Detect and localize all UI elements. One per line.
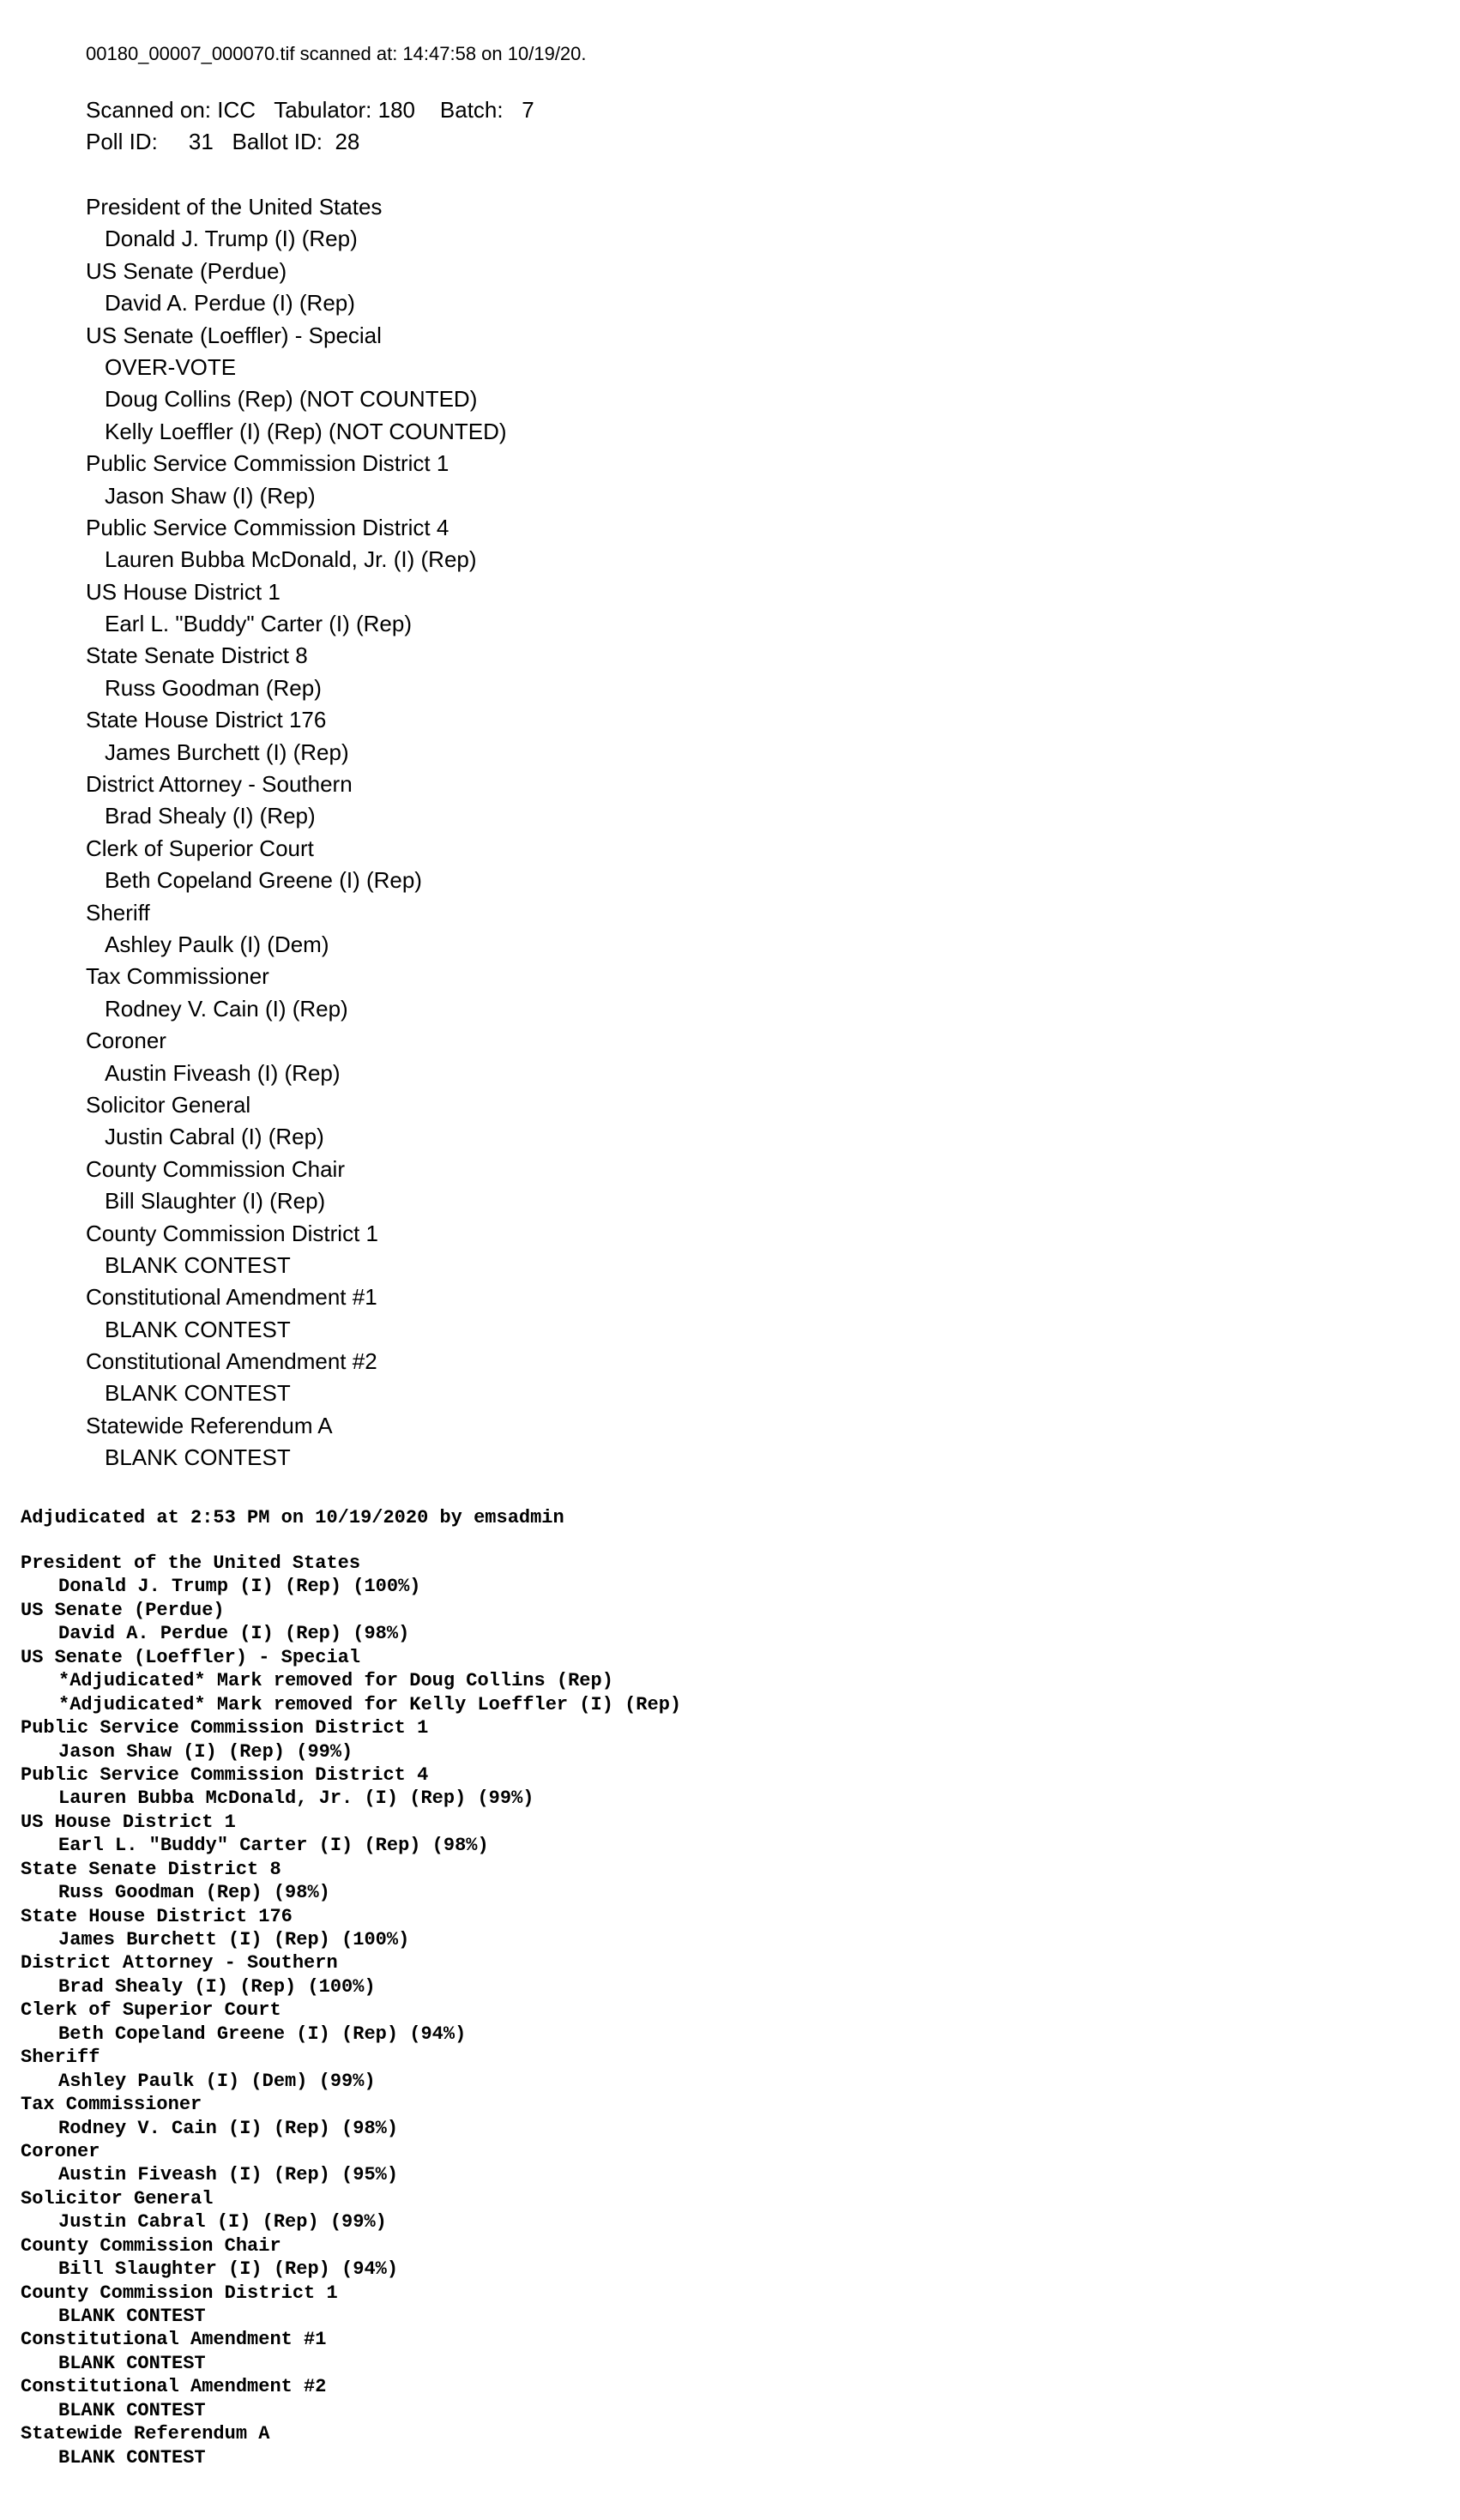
contest-title: US Senate (Loeffler) - Special [21,1646,361,1668]
contest-title: President of the United States [21,1552,361,1574]
contest-choice: Earl L. "Buddy" Carter (I) (Rep) [105,611,413,637]
contest-title: Solicitor General [21,2187,214,2210]
contest-choice: Bill Slaughter (I) (Rep) [105,1188,326,1215]
contest-choice: BLANK CONTEST [58,2399,206,2421]
contest-title: Statewide Referendum A [86,1412,333,1438]
contest-title: Public Service Commission District 4 [21,1763,429,1786]
contest-title: Public Service Commission District 4 [86,514,449,540]
contest-title: Statewide Referendum A [21,2423,270,2445]
contest-choice: Donald J. Trump (I) (Rep) (100%) [58,1576,421,1598]
contest-title: District Attorney - Southern [21,1952,338,1974]
contest-choice: Bill Slaughter (I) (Rep) (94%) [58,2258,399,2281]
contest-title: Constitutional Amendment #1 [86,1284,377,1311]
contest-title: US House District 1 [21,1811,236,1833]
contest-title: US Senate (Loeffler) - Special [86,322,382,348]
contest-title: US House District 1 [86,578,281,605]
contest-choice: James Burchett (I) (Rep) [105,739,349,765]
contest-choice: Ashley Paulk (I) (Dem) [105,931,329,957]
contest-title: State House District 176 [21,1905,293,1927]
contest-title: Tax Commissioner [21,2094,202,2116]
contest-choice: Beth Copeland Greene (I) (Rep) (94%) [58,2023,467,2045]
contest-choice: Rodney V. Cain (I) (Rep) [105,995,348,1022]
contest-title: Clerk of Superior Court [21,1999,281,2022]
contest-choice: BLANK CONTEST [105,1251,291,1278]
contest-choice: Austin Fiveash (I) (Rep) (95%) [58,2164,399,2186]
contest-choice: David A. Perdue (I) (Rep) (98%) [58,1623,410,1645]
contest-title: Public Service Commission District 1 [86,450,449,477]
contest-choice: BLANK CONTEST [58,2306,206,2327]
contest-choice: BLANK CONTEST [105,1380,291,1407]
contest-choice: *Adjudicated* Mark removed for Doug Collins (Rep) [58,1670,613,1692]
contest-title: Solicitor General [86,1091,251,1118]
contest-title: Sheriff [86,899,150,925]
contest-choice: Donald J. Trump (I) (Rep) [105,226,358,252]
contest-title: County Commission District 1 [86,1220,378,1246]
contest-choice: Russ Goodman (Rep) (98%) [58,1882,330,1904]
contest-choice: Rodney V. Cain (I) (Rep) (98%) [58,2117,399,2139]
contest-title: State Senate District 8 [86,642,308,669]
contest-title: US Senate (Perdue) [86,257,287,284]
contest-choice: BLANK CONTEST [105,1444,291,1471]
contest-choice: David A. Perdue (I) (Rep) [105,290,355,317]
scanned-on-line: Scanned on: ICC Tabulator: 180 Batch: 7 [86,97,534,123]
contest-choice: OVER-VOTE [105,353,237,380]
contest-choice: BLANK CONTEST [105,1316,291,1342]
contest-title: State Senate District 8 [21,1858,281,1880]
contest-title: County Commission Chair [86,1155,345,1182]
adjudication-record [21,1505,1393,2469]
adjudication-contest-list [21,1552,1393,2469]
contest-choice: Kelly Loeffler (I) (Rep) (NOT COUNTED) [105,418,507,444]
contest-choice: BLANK CONTEST [58,2446,206,2469]
contest-title: President of the United States [86,194,383,220]
contest-choice: Brad Shealy (I) (Rep) [105,803,316,829]
contest-title: Constitutional Amendment #1 [21,2329,327,2351]
scan-file-line: 00180_00007_000070.tif scanned at: 14:47:58 on 10/19/20. [86,43,587,64]
contest-choice: Justin Cabral (I) (Rep) (99%) [58,2211,387,2234]
contest-choice: Doug Collins (Rep) (NOT COUNTED) [105,386,478,413]
poll-ballot-line: Poll ID: 31 Ballot ID: 28 [86,129,360,154]
contest-title: County Commission District 1 [21,2282,338,2304]
contest-title: Sheriff [21,2047,100,2069]
contest-choice: Lauren Bubba McDonald, Jr. (I) (Rep) [105,546,477,573]
contest-choice: Jason Shaw (I) (Rep) (99%) [58,1740,353,1763]
contest-title: Tax Commissioner [86,963,269,990]
contest-choice: Ashley Paulk (I) (Dem) (99%) [58,2070,376,2092]
contest-choice: Austin Fiveash (I) (Rep) [105,1059,341,1086]
scan-contest-list [86,191,1373,1474]
contest-title: Constitutional Amendment #2 [21,2376,327,2398]
contest-choice: *Adjudicated* Mark removed for Kelly Loeffler (I) (Rep) [58,1693,682,1715]
adjudication-header: Adjudicated at 2:53 PM on 10/19/2020 by emsadmin [21,1507,564,1528]
contest-choice: Brad Shealy (I) (Rep) (100%) [58,1975,376,1998]
contest-choice: Russ Goodman (Rep) [105,674,322,701]
contest-title: District Attorney - Southern [86,771,353,798]
contest-choice: Beth Copeland Greene (I) (Rep) [105,867,422,894]
contest-choice: Justin Cabral (I) (Rep) [105,1124,324,1150]
contest-title: Coroner [21,2140,100,2162]
contest-title: Constitutional Amendment #2 [86,1348,377,1375]
contest-title: Clerk of Superior Court [86,835,314,861]
contest-choice: James Burchett (I) (Rep) (100%) [58,1929,410,1950]
contest-choice: Lauren Bubba McDonald, Jr. (I) (Rep) (99%) [58,1788,534,1810]
contest-title: State House District 176 [86,707,327,733]
contest-choice: Earl L. "Buddy" Carter (I) (Rep) (98%) [58,1835,489,1857]
contest-title: County Commission Chair [21,2234,281,2257]
contest-choice: Jason Shaw (I) (Rep) [105,482,316,509]
contest-title: Coroner [86,1028,166,1054]
contest-choice: BLANK CONTEST [58,2352,206,2374]
contest-title: US Senate (Perdue) [21,1599,225,1621]
contest-title: Public Service Commission District 1 [21,1717,429,1739]
